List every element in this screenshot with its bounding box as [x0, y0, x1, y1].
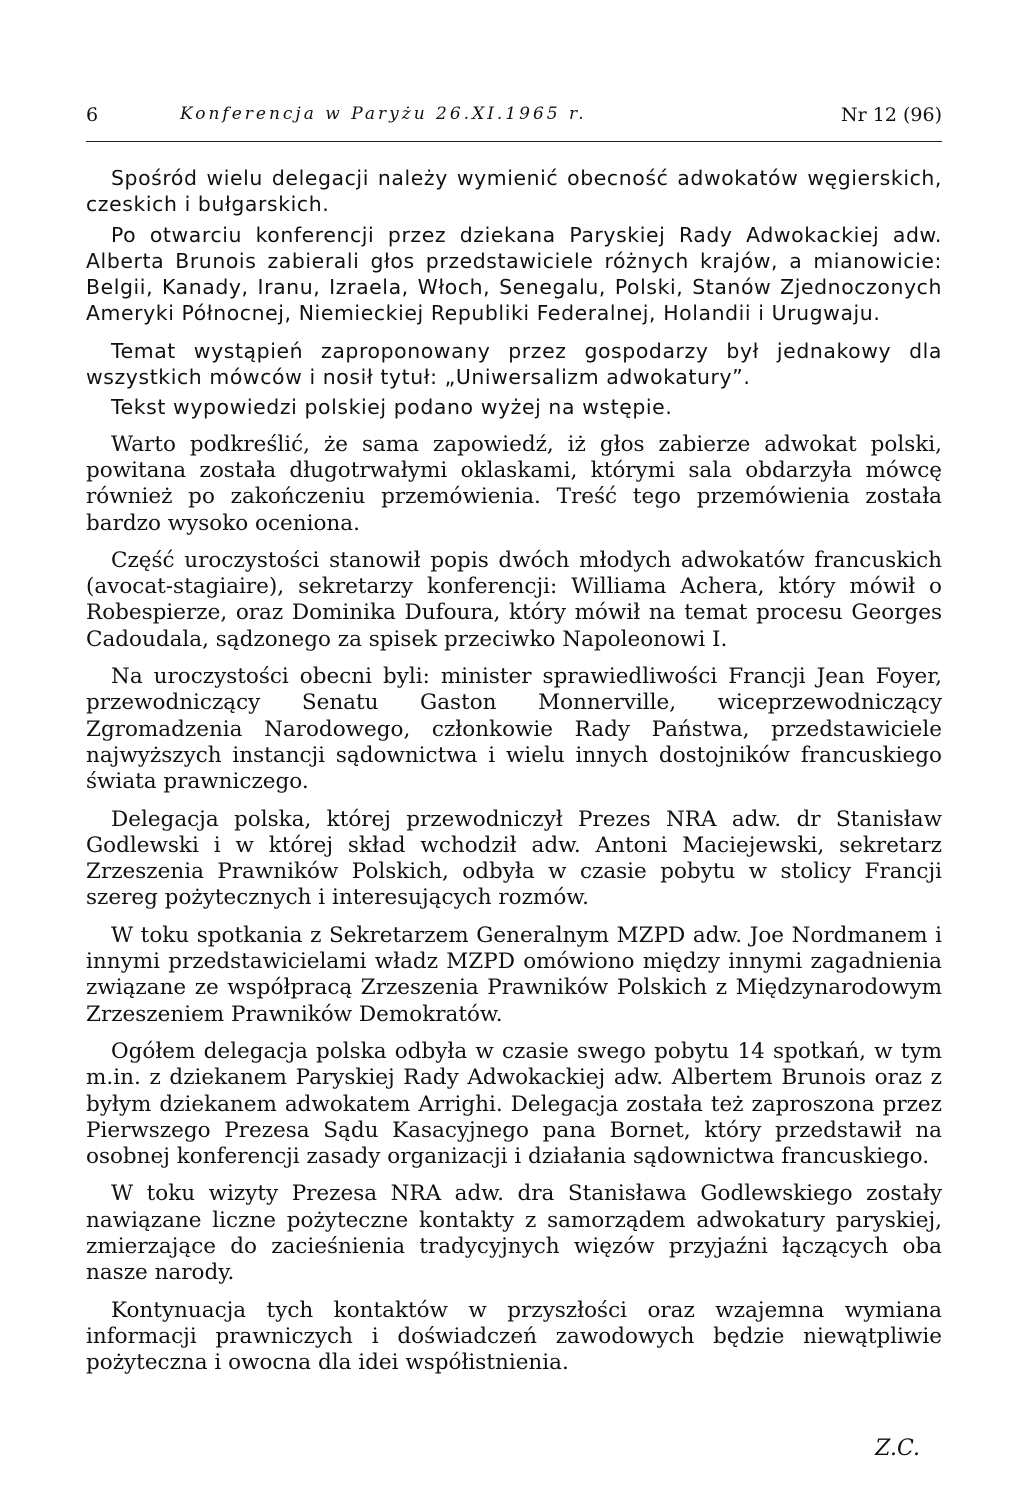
author-initials: Z.C.	[875, 1436, 920, 1461]
paragraph: Część uroczystości stanowił popis dwóch młodych adwokatów francuskich (avocat-stagiaire), sekretarzy konferencji: Williama Achera, który mówił o Robespierze, oraz Dominika Dufoura, który mówił na temat procesu Georges Cadoudala, sądzonego za spisek przeciwko Napoleonowi I.	[86, 547, 942, 652]
paragraph: Ogółem delegacja polska odbyła w czasie swego pobytu 14 spotkań, w tym m.in. z dziekanem Paryskiej Rady Adwokackiej adw. Albertem Brunois oraz z byłym dziekanem adwokatem Arrighi. Delegacja została też zaproszona przez Pierwszego Prezesa Sądu Kasacyjnego pana Bornet, który przedstawił na osobnej konferencji zasady organizacji i działania sądownictwa francuskiego.	[86, 1038, 942, 1170]
issue-number: Nr 12 (96)	[841, 104, 942, 126]
paragraph: Po otwarciu konferencji przez dziekana Paryskiej Rady Adwokackiej adw. Alberta Brunois zabierali głos przedstawiciele różnych krajów, a mianowicie: Belgii, Kanady, Iranu, Izraela, Włoch, Senegalu, Polski, Stanów Zjednoczonych Ameryki Północnej, Niemieckiej Republiki Federalnej, Holandii i Urugwaju.	[86, 222, 942, 326]
article-body	[86, 165, 942, 1387]
page-header	[86, 104, 942, 134]
paragraph: W toku wizyty Prezesa NRA adw. dra Stanisława Godlewskiego zostały nawiązane liczne pożyteczne kontakty z samorządem adwokatury paryskiej, zmierzające do zacieśnienia tradycyjnych więzów przyjaźni łączących oba nasze narody.	[86, 1181, 942, 1286]
running-title: Konferencja w Paryżu 26.XI.1965 r.	[180, 104, 587, 124]
paragraph: Na uroczystości obecni byli: minister sprawiedliwości Francji Jean Foyer, przewodniczący Senatu Gaston Monnerville, wiceprzewodniczący Zgromadzenia Narodowego, członkowie Rady Państwa, przedstawiciele najwyższych instancji sądownictwa i wielu innych dostojników francuskiego świata prawniczego.	[86, 664, 942, 795]
paragraph: Spośród wielu delegacji należy wymienić obecność adwokatów węgierskich, czeskich i bułgarskich.	[86, 166, 942, 217]
header-divider	[86, 141, 942, 142]
paragraph: Kontynuacja tych kontaktów w przyszłości oraz wzajemna wymiana informacji prawniczych i doświadczeń zawodowych będzie niewątpliwie pożyteczna i owocna dla idei współistnienia.	[86, 1297, 942, 1376]
paragraph: Warto podkreślić, że sama zapowiedź, iż głos zabierze adwokat polski, powitana została długotrwałymi oklaskami, którymi sala obdarzyła mówcę również po zakończeniu przemówienia. Treść tego przemówienia została bardzo wysoko oceniona.	[86, 431, 942, 536]
paragraph: Tekst wypowiedzi polskiej podano wyżej na wstępie.	[111, 395, 673, 420]
page-number: 6	[86, 104, 99, 126]
paragraph: Delegacja polska, której przewodniczył Prezes NRA adw. dr Stanisław Godlewski i w której skład wchodził adw. Antoni Maciejewski, sekretarz Zrzeszenia Prawników Polskich, odbyła w czasie pobytu w stolicy Francji szereg pożytecznych i interesujących rozmów.	[86, 806, 942, 911]
paragraph: Temat wystąpień zaproponowany przez gospodarzy był jednakowy dla wszystkich mówców i nosił tytuł: „Uniwersalizm adwokatury”.	[86, 338, 942, 390]
paragraph: W toku spotkania z Sekretarzem Generalnym MZPD adw. Joe Nordmanem i innymi przedstawicielami władz MZPD omówiono między innymi zagadnienia związane ze współpracą Zrzeszenia Prawników Polskich z Międzynarodowym Zrzeszeniem Prawników Demokratów.	[86, 922, 942, 1027]
